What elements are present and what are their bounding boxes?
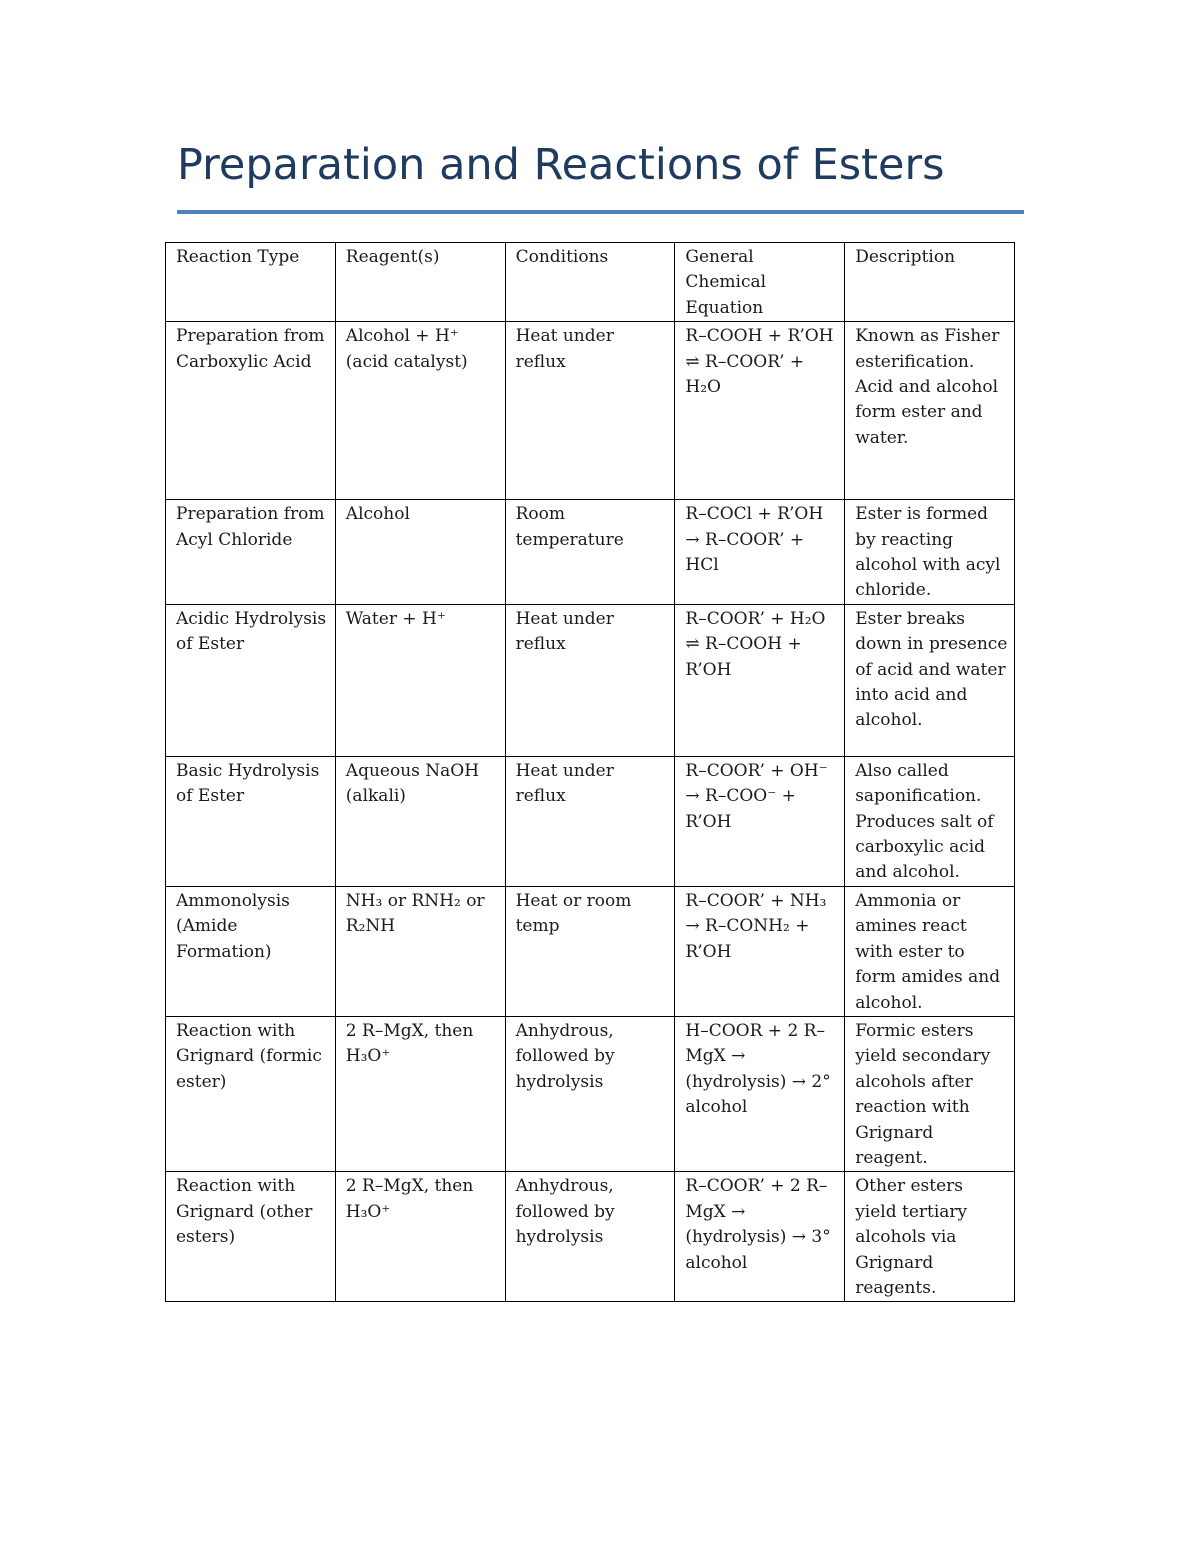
table-row bbox=[166, 500, 1015, 605]
cell-conditions: Anhydrous, followed by hydrolysis bbox=[505, 1016, 675, 1171]
cell-conditions: Heat under reflux bbox=[505, 322, 675, 500]
table-row bbox=[166, 1172, 1015, 1302]
table-row bbox=[166, 1016, 1015, 1171]
header-reaction-type: Reaction Type bbox=[166, 243, 336, 322]
cell-description: Other esters yield tertiary alcohols via Grignard reagents. bbox=[845, 1172, 1015, 1302]
cell-reaction-type: Basic Hydrolysis of Ester bbox=[166, 756, 336, 886]
table-header-row bbox=[166, 243, 1015, 322]
cell-description: Formic esters yield secondary alcohols after reaction with Grignard reagent. bbox=[845, 1016, 1015, 1171]
cell-reagents: NH₃ or RNH₂ or R₂NH bbox=[335, 886, 505, 1016]
cell-conditions: Heat or room temp bbox=[505, 886, 675, 1016]
cell-reaction-type: Acidic Hydrolysis of Ester bbox=[166, 604, 336, 756]
cell-reaction-type: Preparation from Acyl Chloride bbox=[166, 500, 336, 605]
cell-description: Known as Fisher esterification. Acid and alcohol form ester and water. bbox=[845, 322, 1015, 500]
header-conditions: Conditions bbox=[505, 243, 675, 322]
cell-equation: R–COOR’ + OH⁻ → R–COO⁻ + R’OH bbox=[675, 756, 845, 886]
cell-equation: R–COOH + R’OH ⇌ R–COOR’ + H₂O bbox=[675, 322, 845, 500]
cell-reaction-type: Reaction with Grignard (other esters) bbox=[166, 1172, 336, 1302]
document-title: Preparation and Reactions of Esters bbox=[177, 140, 945, 190]
cell-conditions: Heat under reflux bbox=[505, 604, 675, 756]
cell-description: Ammonia or amines react with ester to form amides and alcohol. bbox=[845, 886, 1015, 1016]
cell-description: Ester breaks down in presence of acid and water into acid and alcohol. bbox=[845, 604, 1015, 756]
cell-equation: R–COOR’ + 2 R–MgX → (hydrolysis) → 3° alcohol bbox=[675, 1172, 845, 1302]
cell-reagents: 2 R–MgX, then H₃O⁺ bbox=[335, 1172, 505, 1302]
cell-equation: R–COOR’ + NH₃ → R–CONH₂ + R’OH bbox=[675, 886, 845, 1016]
cell-reaction-type: Reaction with Grignard (formic ester) bbox=[166, 1016, 336, 1171]
cell-conditions: Room temperature bbox=[505, 500, 675, 605]
table-row bbox=[166, 604, 1015, 756]
title-underline bbox=[177, 210, 1024, 214]
table-row bbox=[166, 886, 1015, 1016]
cell-equation: R–COOR’ + H₂O ⇌ R–COOH + R’OH bbox=[675, 604, 845, 756]
ester-reactions-table bbox=[165, 242, 1015, 1302]
cell-reagents: 2 R–MgX, then H₃O⁺ bbox=[335, 1016, 505, 1171]
cell-reagents: Alcohol + H⁺ (acid catalyst) bbox=[335, 322, 505, 500]
cell-description: Also called saponification. Produces salt of carboxylic acid and alcohol. bbox=[845, 756, 1015, 886]
cell-conditions: Anhydrous, followed by hydrolysis bbox=[505, 1172, 675, 1302]
cell-equation: R–COCl + R’OH → R–COOR’ + HCl bbox=[675, 500, 845, 605]
cell-reaction-type: Preparation from Carboxylic Acid bbox=[166, 322, 336, 500]
header-reagents: Reagent(s) bbox=[335, 243, 505, 322]
cell-reagents: Aqueous NaOH (alkali) bbox=[335, 756, 505, 886]
table-row bbox=[166, 756, 1015, 886]
table-row bbox=[166, 322, 1015, 500]
cell-reagents: Alcohol bbox=[335, 500, 505, 605]
header-equation: General Chemical Equation bbox=[675, 243, 845, 322]
cell-reagents: Water + H⁺ bbox=[335, 604, 505, 756]
cell-description: Ester is formed by reacting alcohol with acyl chloride. bbox=[845, 500, 1015, 605]
cell-reaction-type: Ammonolysis (Amide Formation) bbox=[166, 886, 336, 1016]
cell-conditions: Heat under reflux bbox=[505, 756, 675, 886]
header-description: Description bbox=[845, 243, 1015, 322]
cell-equation: H–COOR + 2 R–MgX → (hydrolysis) → 2° alcohol bbox=[675, 1016, 845, 1171]
